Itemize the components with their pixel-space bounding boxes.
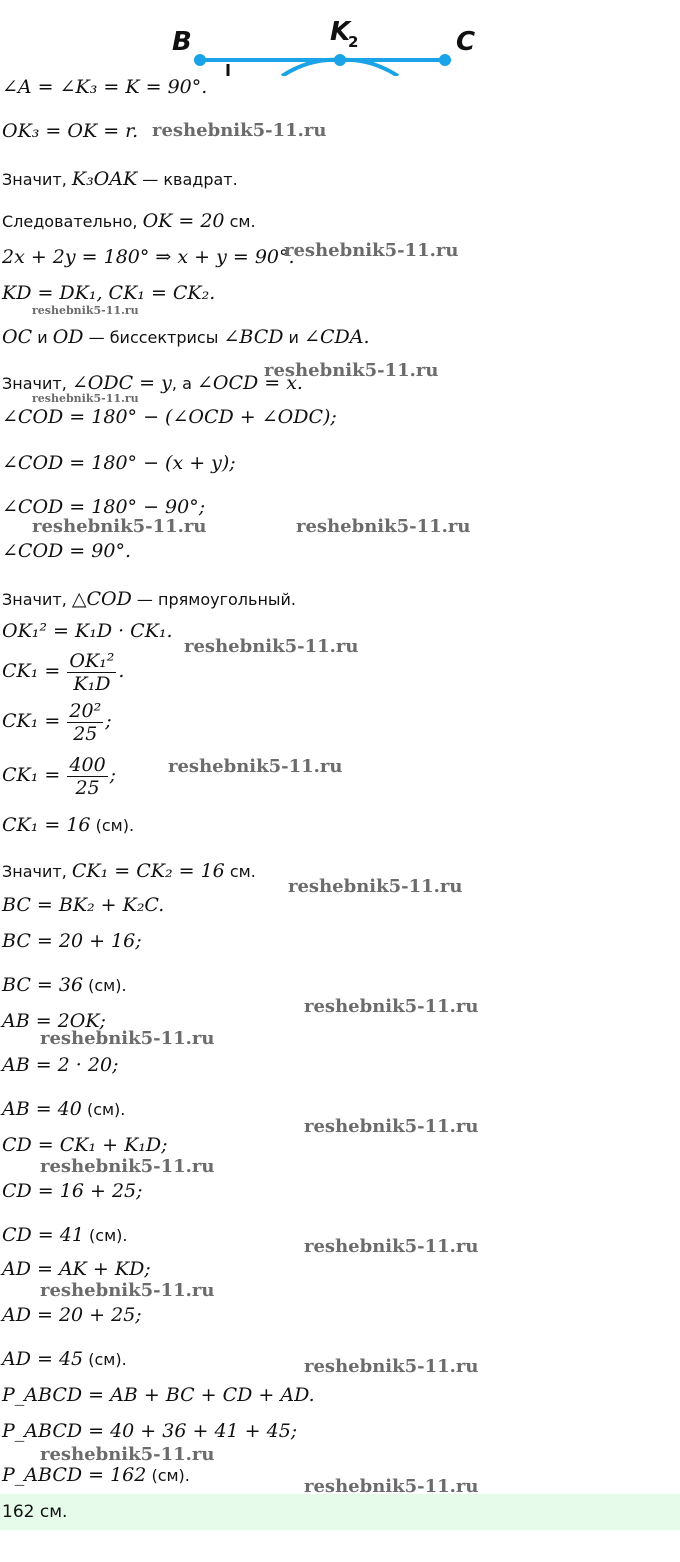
punct: . <box>118 660 125 682</box>
line-perimeter-3 <box>2 1464 190 1486</box>
line-bc-2: BC = 20 + 16; <box>2 930 142 952</box>
line-cd-1: CD = CK₁ + K₁D; <box>2 1134 168 1156</box>
denominator: 25 <box>73 723 98 745</box>
math: BC = 36 <box>2 974 84 996</box>
line-height-relation: OK₁² = K₁D · CK₁. <box>2 620 173 642</box>
arc-right <box>340 60 398 76</box>
math: OD <box>52 326 84 348</box>
punct: ; <box>105 710 112 732</box>
text: Следовательно, <box>2 212 143 231</box>
line-cd-2: CD = 16 + 25; <box>2 1180 143 1202</box>
text: , а <box>171 374 197 393</box>
line-ok <box>2 210 256 232</box>
text: и <box>283 328 305 347</box>
line-cod-1: ∠COD = 180° − (∠OCD + ∠ODC); <box>2 406 337 428</box>
line-ab-2: AB = 2 · 20; <box>2 1054 119 1076</box>
text: см. <box>224 862 256 881</box>
watermark: reshebnik5-11.ru <box>264 360 439 381</box>
text: (см). <box>83 1226 128 1245</box>
text: Значит, <box>2 374 72 393</box>
lhs: CK₁ = <box>2 660 61 682</box>
point-c <box>439 54 451 66</box>
math: ∠OCD = x. <box>196 372 303 394</box>
math: AB = 40 <box>2 1098 82 1120</box>
math: K₃OAK <box>71 168 138 190</box>
label-b: B <box>172 27 192 57</box>
fraction <box>67 754 107 799</box>
text: (см). <box>83 976 127 995</box>
line-cod-2: ∠COD = 180° − (x + y); <box>2 452 236 474</box>
line-bc-3 <box>2 974 127 996</box>
numerator: 400 <box>69 754 106 776</box>
line-perimeter-2: P_ABCD = 40 + 36 + 41 + 45; <box>2 1420 298 1442</box>
watermark: reshebnik5-11.ru <box>304 1356 479 1377</box>
math: OC <box>2 326 33 348</box>
arc-left <box>282 60 340 76</box>
label-k2-sub: 2 <box>348 33 359 51</box>
math: ∠BCD <box>223 326 284 348</box>
line-cd-3 <box>2 1224 127 1246</box>
watermark: reshebnik5-11.ru <box>288 876 463 897</box>
numerator: 20² <box>69 700 102 722</box>
watermark: reshebnik5-11.ru <box>304 1236 479 1257</box>
text: — квадрат. <box>137 170 238 189</box>
math: OK = 20 <box>142 210 225 232</box>
line-xy-sum: 2x + 2y = 180° ⇒ x + y = 90°. <box>2 246 295 268</box>
fraction <box>67 650 116 695</box>
line-ck1-division <box>2 754 116 799</box>
punct: ; <box>109 764 117 786</box>
math: ∠CDA. <box>304 326 370 348</box>
watermark: reshebnik5-11.ru <box>152 120 327 141</box>
math: CD = 41 <box>2 1224 84 1246</box>
watermark: reshebnik5-11.ru <box>32 392 139 405</box>
watermark: reshebnik5-11.ru <box>304 1116 479 1137</box>
line-bisectors <box>2 326 370 348</box>
text: и <box>32 328 53 347</box>
text: (см). <box>83 1350 127 1369</box>
watermark: reshebnik5-11.ru <box>304 996 479 1017</box>
watermark: reshebnik5-11.ru <box>32 516 207 537</box>
watermark: reshebnik5-11.ru <box>40 1156 215 1177</box>
math: ∠ODC = y <box>71 372 172 394</box>
line-ck1-fraction <box>2 650 124 695</box>
answer-box <box>0 1494 680 1530</box>
watermark: reshebnik5-11.ru <box>304 1476 479 1497</box>
point-b <box>194 54 206 66</box>
text: Значит, <box>2 590 72 609</box>
line-ad-2: AD = 20 + 25; <box>2 1304 142 1326</box>
line-cod-4: ∠COD = 90°. <box>2 540 131 562</box>
text: — прямоугольный. <box>131 590 297 609</box>
answer-text: 162 см. <box>2 1502 68 1522</box>
fraction <box>67 700 103 745</box>
line-radius: OK₃ = OK = r. <box>2 120 139 142</box>
line-angles: ∠A = ∠K₃ = K = 90°. <box>2 76 208 98</box>
label-k2: K <box>330 17 351 47</box>
text: (см). <box>90 816 135 835</box>
line-tangents: KD = DK₁, CK₁ = CK₂. <box>2 282 216 304</box>
line-cod-3: ∠COD = 180° − 90°; <box>2 496 206 518</box>
lhs: CK₁ = <box>2 764 61 786</box>
line-ck2 <box>2 860 256 882</box>
line-ck1-numbers <box>2 700 112 745</box>
watermark: reshebnik5-11.ru <box>296 516 471 537</box>
watermark: reshebnik5-11.ru <box>40 1028 215 1049</box>
line-ad-1: AD = AK + KD; <box>2 1258 151 1280</box>
point-k2 <box>334 54 346 66</box>
watermark: reshebnik5-11.ru <box>40 1280 215 1301</box>
text: (см). <box>81 1100 126 1119</box>
label-c: C <box>456 27 476 57</box>
math: CK₁ = CK₂ = 16 <box>71 860 225 882</box>
denominator: 25 <box>75 777 100 799</box>
line-ab-1: AB = 2OK; <box>2 1010 106 1032</box>
line-perimeter-1: P_ABCD = AB + BC + CD + AD. <box>2 1384 315 1406</box>
geometry-figure <box>0 0 680 76</box>
text: Значит, <box>2 862 72 881</box>
numerator: OK₁² <box>69 650 115 672</box>
math: CK₁ = 16 <box>2 814 91 836</box>
line-square <box>2 168 238 190</box>
watermark: reshebnik5-11.ru <box>284 240 459 261</box>
line-ck1-result <box>2 814 134 836</box>
watermark: reshebnik5-11.ru <box>168 756 343 777</box>
text: Значит, <box>2 170 72 189</box>
line-right-triangle <box>2 588 296 610</box>
lhs: CK₁ = <box>2 710 61 732</box>
math: P_ABCD = 162 <box>2 1464 147 1486</box>
math: AD = 45 <box>2 1348 84 1370</box>
denominator: K₁D <box>73 673 111 695</box>
watermark: reshebnik5-11.ru <box>40 1444 215 1465</box>
math: △COD <box>71 588 132 610</box>
text: — биссектрисы <box>83 328 224 347</box>
watermark: reshebnik5-11.ru <box>32 304 139 317</box>
line-ab-3 <box>2 1098 125 1120</box>
line-ad-3 <box>2 1348 127 1370</box>
text: см. <box>224 212 256 231</box>
watermark: reshebnik5-11.ru <box>184 636 359 657</box>
line-angle-vars <box>2 372 303 394</box>
line-bc-1: BC = BK₂ + K₂C. <box>2 894 165 916</box>
text: (см). <box>146 1466 190 1485</box>
